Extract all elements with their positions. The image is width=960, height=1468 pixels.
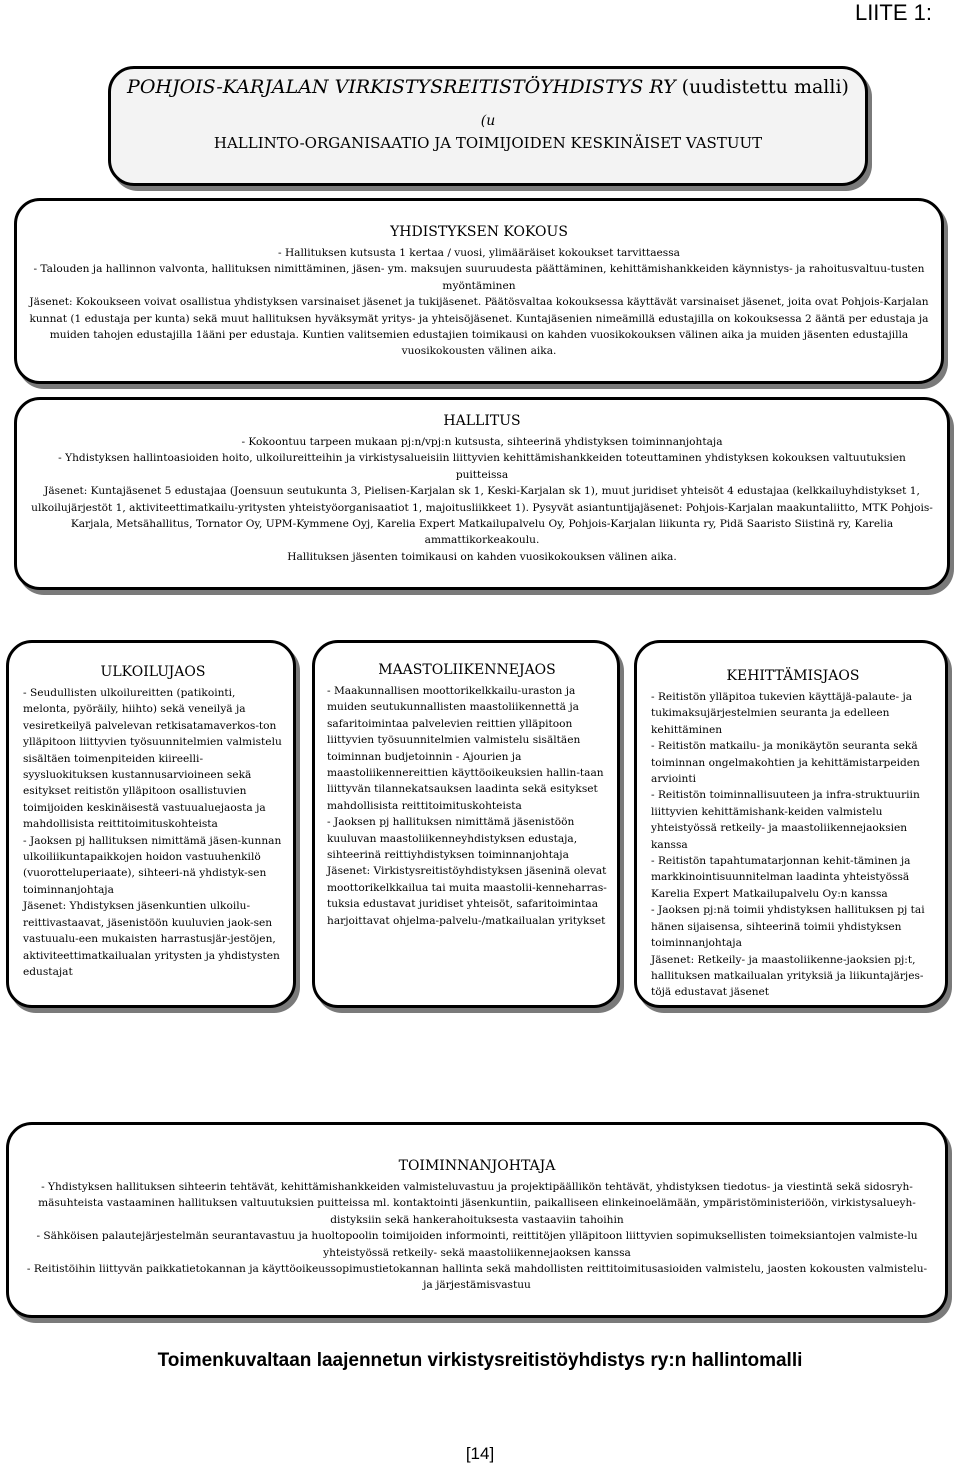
maastoliikennejaos-heading: MAASTOLIIKENNEJAOS — [378, 662, 556, 678]
maastoliikennejaos-content — [327, 683, 607, 929]
ulkoilujaos-content — [23, 685, 283, 980]
kehittamisjaos-line: - Reitistön tapahtumatarjonnan kehit-täminen ja markkinointisuunnitelman laadinta yhteistyössä Karelia Expert Matkailupalvelu Oy:n kanssa — [651, 855, 911, 900]
toiminnanjohtaja-box — [6, 1122, 948, 1318]
toiminnanjohtaja-line: - Yhdistyksen hallituksen sihteerin tehtävät, kehittämishankkeiden valmisteluvastuu ja projektipäällikön tehtävät, yhdistyksen tiedotus- ja viestintä sekä sidosryh-mäsuhteista vastaaminen hallituksen valtuutuksien puitteissa ml. kontaktointi jäsenkuntiin, paikalliseen elinkeinoelämään, ympäristöministeriöön, virkistysalueyh-distyksiin sekä hankerahoituksesta vastaaviin tahoihin — [38, 1181, 916, 1226]
organization-title-tail: (uudistettu malli) — [681, 76, 849, 98]
toiminnanjohtaja-line: - Sähköisen palautejärjestelmän seurantavastuu ja huoltopoolin toimijoiden informointi, reittitöjen ylläpitoon liittyvien sopimuksellisten toimeksiantojen valmiste-lu yhteistyössä retkeily- sekä maastoliikennejaoksen kanssa — [36, 1230, 918, 1259]
hallitus-members: Jäsenet: Kuntajäsenet 5 edustajaa (Joensuun seutukunta 3, Pielisen-Karjalan sk 1, Keski-Karjalan sk 1), muut juridiset yhteisöt 4 edustajaa (kelkkailuyhdistykset 1, ulkoilujärjestöt 1, aktiviteettimatkailu-yritysten yhteistyöorganisaatiot 1, majoitusliikkeet 1). Pysyvät asiantuntijajäsenet: Pohjois-Karjalan maakuntaliitto, MTK Pohjois-Karjala, Metsähallitus, Tornator Oy, UPM-Kymmene Oyj, Karelia Expert Matkailupalvelu Oy, Pohjois-Karjalan liikunta ry, Pidä Saaristo Siistinä ry, Karelia ammattikorkeakoulu. — [31, 485, 933, 547]
yhdistyksen-kokous-heading: YHDISTYKSEN KOKOUS — [390, 224, 568, 240]
figure-caption: Toimenkuvaltaan laajennetun virkistysreitistöyhdistys ry:n hallintomalli — [157, 1350, 803, 1371]
kehittamisjaos-line: - Reitistön matkailu- ja monikäytön seuranta sekä toiminnan ongelmakohtien ja kehittämistarpeiden arviointi — [651, 740, 920, 786]
yhdistyksen-kokous-line: - Talouden ja hallinnon valvonta, hallituksen nimittäminen, jäsen- ym. maksujen suuruudesta päättäminen, kehittämishankkeiden käynnistys- ja rahoitusvaltuu-tusten myöntäminen — [33, 263, 925, 292]
kehittamisjaos-heading: KEHITTÄMISJAOS — [726, 668, 860, 684]
toiminnanjohtaja-heading: TOIMINNANJOHTAJA — [398, 1158, 556, 1174]
organization-name: POHJOIS-KARJALAN VIRKISTYSREITISTÖYHDISTYS RY — [127, 76, 676, 98]
hallitus-box — [14, 397, 950, 590]
hallitus-line: - Kokoontuu tarpeen mukaan pj:n/vpj:n kutsusta, sihteerinä yhdistyksen toiminnanjohtaja — [241, 436, 723, 448]
kehittamisjaos-line: - Reitistön toiminnallisuuteen ja infra-struktuuriin liittyvien kehittämishank-keiden valmistelu yhteistyössä retkeily- ja maastoliikennejaoksien kanssa — [651, 789, 920, 851]
hallitus-heading: HALLITUS — [443, 413, 521, 429]
hallitus-term: Hallituksen jäsenten toimikausi on kahden vuosikokouksen välinen aika. — [287, 550, 677, 563]
kehittamisjaos-line: - Jaoksen pj:nä toimii yhdistyksen hallituksen pj tai hänen sijaisensa, sihteerinä toimii yhdistyksen toiminnanjohtaja — [651, 904, 925, 950]
hallitus-line: - Yhdistyksen hallintoasioiden hoito, ulkoilureitteihin ja virkistysalueisiin liittyvien kehittämishankkeiden toteuttaminen yhdistyksen kokouksen valtuutuksien puitteissa — [58, 452, 906, 481]
annex-label: LIITE 1: — [854, 0, 932, 25]
stray-text: (u — [480, 113, 496, 129]
document-subtitle: HALLINTO-ORGANISAATIO JA TOIMIJOIDEN KESKINÄISET VASTUUT — [213, 134, 763, 153]
kehittamisjaos-members: Jäsenet: Retkeily- ja maastoliikenne-jaoksien pj:t, hallituksen matkailualan yrityksiä ja liikuntajärjes-töjä edustavat jäsenet — [651, 953, 924, 999]
kehittamisjaos-line: - Reitistön ylläpitoa tukevien käyttäjä-palaute- ja tukimaksujärjestelmien seuranta ja edelleen kehittäminen — [651, 691, 913, 736]
yhdistyksen-kokous-line: - Hallituksen kutsusta 1 kertaa / vuosi, ylimääräiset kokoukset tarvittaessa — [278, 247, 680, 259]
kehittamisjaos-content — [651, 689, 935, 1001]
kehittamisjaos-box — [634, 640, 948, 1008]
toiminnanjohtaja-line: - Reitistöihin liittyvän paikkatietokannan ja käyttöoikeussopimustietokannan hallinta sekä mahdollisten reittitoimitusasioiden valmistelu, jaosten kokousten valmistelu- ja järjestämisvastuu — [26, 1263, 928, 1292]
page-number: [14] — [465, 1444, 495, 1463]
maastoliikennejaos-members: Jäsenet: Virkistysreitistöyhdistyksen jäseninä olevat moottorikelkkailua tai muita maastolii-kenneharras-tuksia edustavat juridiset yhteisöt, safaritoimintaa harjoittavat ohjelma-palvelu-/matkailualan yritykset — [327, 865, 607, 927]
maastoliikennejaos-line: - Maakunnallisen moottorikelkkailu-uraston ja muiden seutukunnallisten maastoliikennettä ja safaritoimintaa palvelevien reittien ylläpitoon liittyvien työsuunnitelmien valmistelu sisältäen toiminnan budjetoinnin - Ajourien ja maastoliikennereittien käyttöoikeuksien hallin-taan liittyvän tilannekatsauksen laadinta sekä esitykset mahdollisista reittitoimituskohteista — [327, 685, 604, 812]
maastoliikennejaos-line: - Jaoksen pj hallituksen nimittämä jäsenistöön kuuluvan maastoliikenneyhdistyksen edustaja, sihteerinä reittiyhdistyksen toiminnanjohtaja — [327, 816, 578, 862]
maastoliikennejaos-box — [312, 640, 620, 1008]
ulkoilujaos-line: - Jaoksen pj hallituksen nimittämä jäsen-kunnan ulkoiliikuntapaikkojen hoidon vastuuhenkilö (vuorotteluperiaate), sihteeri-nä yhdistyk-sen toiminnanjohtaja — [23, 834, 282, 896]
yhdistyksen-kokous-members: Jäsenet: Kokoukseen voivat osallistua yhdistyksen varsinaiset jäsenet ja tukijäsenet. Päätösvaltaa kokouksessa käyttävät varsinaiset jäsenet, joita ovat Pohjois-Karjalan kunnat (1 edustaja per kunta) sekä muut hallituksen hyväksymät yritys- ja yhteisöjäsenet. Kuntajäsenien nimeämillä edustajilla on kokouksessa 2 ääntä per edustaja ja muiden tahojen edustajilla 1ääni per edustaja. Kuntien valitsemien edustajien toimikausi on kahden vuosikokouksen välinen aika ja muiden jäsenten edustajilla vuosikokousten välinen aika. — [29, 296, 929, 358]
ulkoilujaos-box — [6, 640, 296, 1008]
ulkoilujaos-heading: ULKOILUJAOS — [100, 664, 206, 680]
organization-title — [111, 75, 865, 99]
ulkoilujaos-line: - Seudullisten ulkoilureitten (patikointi, melonta, pyöräily, hiihto) sekä veneilyä ja vesiretkeilyä palvelevan retkisatamaverkos-ton ylläpitoon liittyvien työsuunnitelmien valmistelu sisältäen toimenpiteiden kiireelli-syysluokituksen kustannusarvioineen sekä esitykset reitistön ylläpitoon osallistuvien toimijoiden keskinäisestä vastuualuejaosta ja mahdollisista reittitoimituskohteista — [23, 687, 282, 831]
header-box — [108, 66, 868, 186]
ulkoilujaos-members: Jäsenet: Yhdistyksen jäsenkuntien ulkoilu-reittivastaavat, jäsenistöön kuuluvien jaok-sen vastuualu-een mukaisten harrastusjär-jestöjen, aktiviteettimatkailualan yritysten ja yhdistysten edustajat — [23, 900, 280, 978]
yhdistyksen-kokous-box — [14, 198, 944, 384]
